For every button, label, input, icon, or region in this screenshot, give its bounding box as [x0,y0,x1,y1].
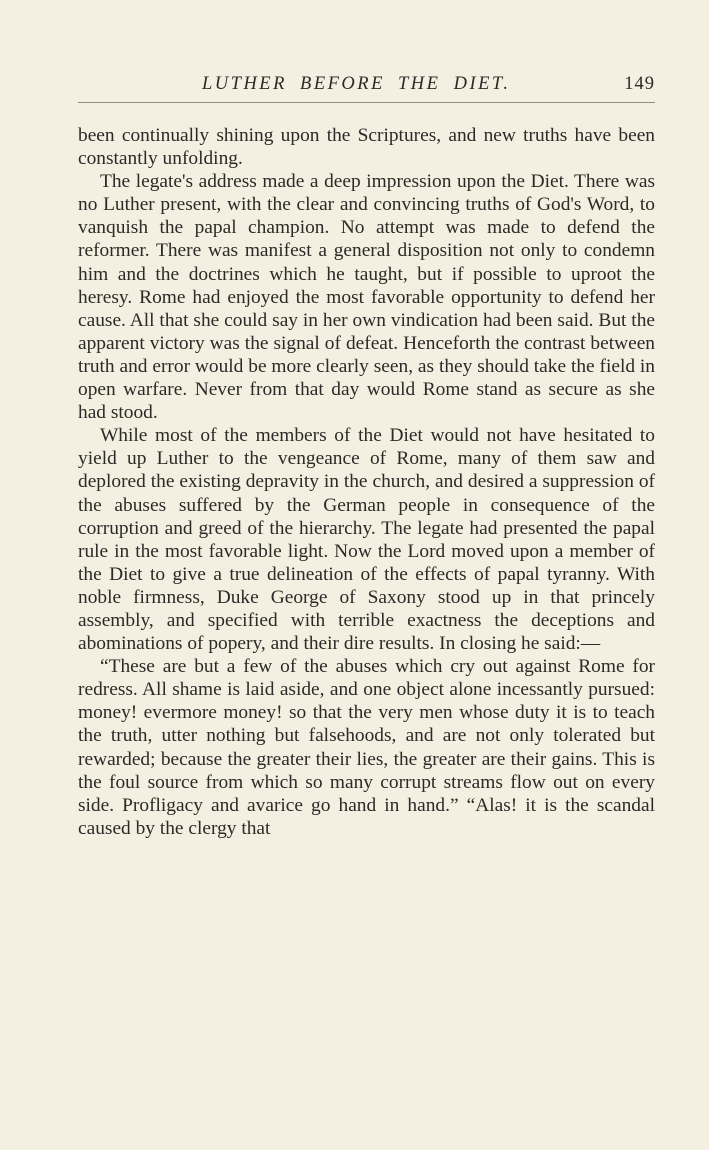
paragraph: The legate's address made a deep impression upon the Diet. There was no Luther present, with the clear and convincing truths of God's Word, to vanquish the papal champion. No attempt was made to defend the reformer. There was manifest a general disposition not only to condemn him and the doctrines which he taught, but if possible to uproot the heresy. Rome had enjoyed the most favorable opportunity to defend her cause. All that she could say in her own vindication had been said. But the apparent victory was the signal of defeat. Henceforth the contrast between truth and error would be more clearly seen, as they should take the field in open warfare. Never from that day would Rome stand as secure as she had stood. [78,171,655,424]
paragraph-continuation: been continually shining upon the Scriptures, and new truths have been constantly unfolding. [78,125,655,170]
running-head [78,74,655,102]
book-page [78,74,655,840]
running-title: LUTHER BEFORE THE DIET. [202,74,511,94]
header-rule [78,102,655,103]
paragraph: While most of the members of the Diet would not have hesitated to yield up Luther to the vengeance of Rome, many of them saw and deplored the existing depravity in the church, and desired a suppression of the abuses suffered by the German people in consequence of the corruption and greed of the hierarchy. The legate had presented the papal rule in the most favorable light. Now the Lord moved upon a member of the Diet to give a true delineation of the effects of papal tyranny. With noble firmness, Duke George of Saxony stood up in that princely assembly, and specified with terrible exactness the deceptions and abominations of popery, and their dire results. In closing he said:— [78,425,655,655]
body-text [78,124,655,840]
paragraph: “These are but a few of the abuses which cry out against Rome for redress. All shame is laid aside, and one object alone incessantly pursued: money! evermore money! so that the very men whose duty it is to teach the truth, utter nothing but falsehoods, and are not only tolerated but rewarded; because the greater their lies, the greater are their gains. This is the foul source from which so many corrupt streams flow out on every side. Profligacy and avarice go hand in hand.” “Alas! it is the scandal caused by the clergy that [78,656,655,839]
page-number: 149 [624,74,655,94]
